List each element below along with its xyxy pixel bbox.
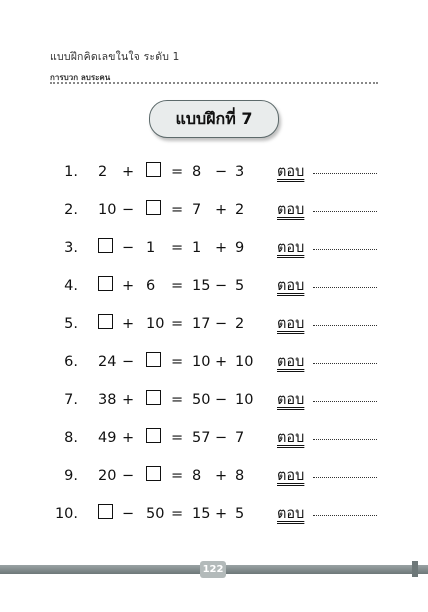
problem-row [0, 274, 428, 298]
equals-sign: = [171, 354, 184, 370]
rhs-operand-1: 17 [192, 316, 211, 332]
operand-b: 50 [146, 506, 165, 522]
book-title: แบบฝึกคิดเลขในใจ ระดับ 1 [50, 51, 180, 63]
operator: + [122, 316, 135, 332]
blank-box-icon[interactable] [146, 162, 161, 177]
problem-number: 5. [64, 316, 78, 332]
rhs-operand-1: 50 [192, 392, 211, 408]
operator: − [122, 240, 135, 256]
rhs-operand-2: 3 [235, 164, 245, 180]
problem-row [0, 236, 428, 260]
blank-box-icon[interactable] [98, 276, 113, 291]
problem-number: 6. [64, 354, 78, 370]
equals-sign: = [171, 316, 184, 332]
operand-a: 38 [98, 392, 117, 408]
footer-edge-mark [412, 561, 418, 577]
operator: + [122, 164, 135, 180]
rhs-operator: + [215, 202, 228, 218]
answer-label: ตอบ [277, 278, 305, 294]
rhs-operand-2: 2 [235, 202, 245, 218]
answer-line[interactable] [313, 325, 377, 326]
problem-row [0, 502, 428, 526]
answer-box[interactable] [146, 160, 161, 184]
operator: − [122, 506, 135, 522]
operator: − [122, 468, 135, 484]
page-number: 122 [200, 561, 226, 578]
problem-row [0, 198, 428, 222]
rhs-operator: + [215, 354, 228, 370]
rhs-operator: − [215, 316, 228, 332]
rhs-operand-1: 8 [192, 468, 202, 484]
problem-row [0, 160, 428, 184]
answer-line[interactable] [313, 515, 377, 516]
operator: + [122, 278, 135, 294]
rhs-operand-2: 5 [235, 506, 245, 522]
problem-row [0, 388, 428, 412]
blank-box-icon[interactable] [146, 390, 161, 405]
problem-number: 2. [64, 202, 78, 218]
blank-box-icon[interactable] [98, 314, 113, 329]
equals-sign: = [171, 278, 184, 294]
rhs-operand-1: 1 [192, 240, 202, 256]
answer-label: ตอบ [277, 506, 305, 522]
answer-label: ตอบ [277, 468, 305, 484]
problem-number: 4. [64, 278, 78, 294]
problem-row [0, 312, 428, 336]
rhs-operand-2: 10 [235, 392, 254, 408]
operand-a: 49 [98, 430, 117, 446]
operator: + [122, 430, 135, 446]
answer-label: ตอบ [277, 430, 305, 446]
blank-box-icon[interactable] [146, 466, 161, 481]
answer-label: ตอบ [277, 164, 305, 180]
answer-line[interactable] [313, 211, 377, 212]
rhs-operand-1: 15 [192, 278, 211, 294]
answer-label: ตอบ [277, 240, 305, 256]
operand-a: 10 [98, 202, 117, 218]
blank-box-icon[interactable] [146, 428, 161, 443]
answer-line[interactable] [313, 363, 377, 364]
problem-row [0, 426, 428, 450]
rhs-operator: − [215, 278, 228, 294]
answer-box[interactable] [146, 198, 161, 222]
answer-line[interactable] [313, 249, 377, 250]
problem-number: 7. [64, 392, 78, 408]
rhs-operand-1: 10 [192, 354, 211, 370]
problem-number: 1. [64, 164, 78, 180]
blank-box-icon[interactable] [98, 238, 113, 253]
answer-box[interactable] [146, 464, 161, 488]
rhs-operand-2: 7 [235, 430, 245, 446]
answer-label: ตอบ [277, 316, 305, 332]
answer-box[interactable] [98, 274, 113, 298]
problem-row [0, 350, 428, 374]
answer-box[interactable] [146, 426, 161, 450]
answer-label: ตอบ [277, 202, 305, 218]
equals-sign: = [171, 468, 184, 484]
blank-box-icon[interactable] [146, 352, 161, 367]
exercise-title: แบบฝึกที่ 7 [149, 100, 279, 138]
answer-line[interactable] [313, 173, 377, 174]
answer-line[interactable] [313, 439, 377, 440]
operand-a: 2 [98, 164, 108, 180]
dotted-divider [50, 82, 378, 84]
operator: − [122, 354, 135, 370]
operator: − [122, 202, 135, 218]
answer-label: ตอบ [277, 354, 305, 370]
rhs-operand-2: 8 [235, 468, 245, 484]
problem-number: 10. [54, 506, 78, 522]
rhs-operand-1: 8 [192, 164, 202, 180]
answer-box[interactable] [98, 502, 113, 526]
answer-box[interactable] [98, 312, 113, 336]
operator: + [122, 392, 135, 408]
equals-sign: = [171, 506, 184, 522]
rhs-operator: + [215, 506, 228, 522]
equals-sign: = [171, 202, 184, 218]
problem-number: 8. [64, 430, 78, 446]
operand-a: 24 [98, 354, 117, 370]
page-header [50, 48, 180, 84]
problem-number: 9. [64, 468, 78, 484]
answer-line[interactable] [313, 287, 377, 288]
problem-row [0, 464, 428, 488]
answer-line[interactable] [313, 401, 377, 402]
rhs-operator: + [215, 468, 228, 484]
rhs-operator: − [215, 430, 228, 446]
rhs-operand-2: 9 [235, 240, 245, 256]
equals-sign: = [171, 430, 184, 446]
answer-box[interactable] [146, 350, 161, 374]
answer-box[interactable] [98, 236, 113, 260]
rhs-operand-1: 7 [192, 202, 202, 218]
rhs-operand-1: 57 [192, 430, 211, 446]
answer-line[interactable] [313, 477, 377, 478]
rhs-operand-2: 5 [235, 278, 245, 294]
rhs-operand-1: 15 [192, 506, 211, 522]
blank-box-icon[interactable] [98, 504, 113, 519]
equals-sign: = [171, 164, 184, 180]
rhs-operator: − [215, 392, 228, 408]
answer-label: ตอบ [277, 392, 305, 408]
problem-number: 3. [64, 240, 78, 256]
operand-b: 10 [146, 316, 165, 332]
equals-sign: = [171, 240, 184, 256]
operand-b: 1 [146, 240, 156, 256]
topic-subtitle: การบวก ลบระคน [50, 73, 111, 82]
blank-box-icon[interactable] [146, 200, 161, 215]
rhs-operand-2: 2 [235, 316, 245, 332]
answer-box[interactable] [146, 388, 161, 412]
rhs-operand-2: 10 [235, 354, 254, 370]
rhs-operator: + [215, 240, 228, 256]
equals-sign: = [171, 392, 184, 408]
rhs-operator: − [215, 164, 228, 180]
operand-b: 6 [146, 278, 156, 294]
operand-a: 20 [98, 468, 117, 484]
